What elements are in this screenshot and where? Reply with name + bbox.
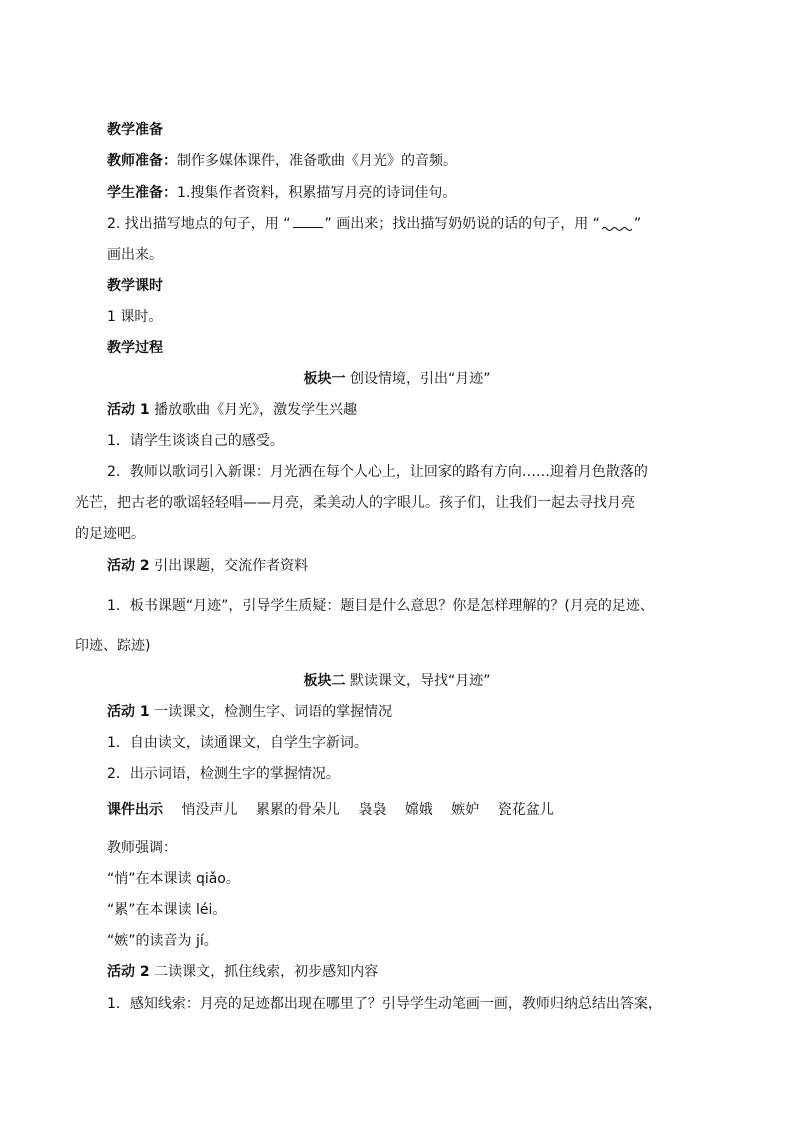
block1-a1-item1: 1．请学生谈谈自己的感受。 xyxy=(107,433,284,449)
hours-heading: 教学课时 xyxy=(107,278,163,294)
prep-heading: 教学准备 xyxy=(107,122,163,138)
prep-item2-line xyxy=(107,214,641,234)
block2-activity2-label: 活动 2 xyxy=(107,964,150,980)
word-item: 悄没声儿 xyxy=(181,802,238,818)
block2-activity2-text: 二读课文，抓住线索，初步感知内容 xyxy=(149,964,379,980)
teacher-prep-text: 制作多媒体课件，准备歌曲《月光》的音频。 xyxy=(177,153,457,169)
block1-title-rest: 创设情境，引出“月迹” xyxy=(345,371,491,387)
block2-activity1 xyxy=(107,702,392,722)
block1-activity2 xyxy=(107,556,308,576)
word-item: 累累的骨朵儿 xyxy=(255,802,340,818)
block1-activity2-text: 引出课题，交流作者资料 xyxy=(149,558,309,574)
teacher-prep-label: 教师准备： xyxy=(107,153,177,169)
block2-a1-item1: 1．自由读文，读通课文，自学生字新词。 xyxy=(107,735,368,751)
straight-underline-mark xyxy=(293,215,323,228)
block2-title-bold: 板块二 xyxy=(303,673,346,689)
block1-activity1 xyxy=(107,400,357,420)
courseware-label: 课件出示 xyxy=(107,802,163,818)
block1-title-bold: 板块一 xyxy=(303,371,346,387)
block2-a1-item2: 2．出示词语，检测生字的掌握情况。 xyxy=(107,766,340,782)
block1-a1-item2-line1: 2．教师以歌词引入新课：月光洒在每个人心上，让回家的路有方向……迎着月色散落的 xyxy=(107,464,648,480)
block2-activity1-text: 一读课文，检测生字、词语的掌握情况 xyxy=(149,704,393,720)
word-item: 嫦娥 xyxy=(404,802,433,818)
word-item: 嫉妒 xyxy=(451,802,480,818)
prep-item2-part-a: 2. 找出描写地点的句子，用 “ xyxy=(107,216,291,232)
block1-activity1-label: 活动 1 xyxy=(107,402,150,418)
block2-a2-item1: 1．感知线索：月亮的足迹都出现在哪里了？引导学生动笔画一画，教师归纳总结出答案， xyxy=(107,996,662,1012)
note-ji: “嫉”的读音为 jí。 xyxy=(107,933,218,949)
note-qiao: “悄”在本课读 qiǎo。 xyxy=(107,871,240,887)
block1-activity1-text: 播放歌曲《月光》，激发学生兴趣 xyxy=(149,402,358,418)
block1-activity2-label: 活动 2 xyxy=(107,558,150,574)
block1-a2-item1-line1: 1．板书课题“月迹”，引导学生质疑：题目是什么意思？你是怎样理解的？(月亮的足迹、 xyxy=(107,598,654,614)
word-item: 瓷花盆儿 xyxy=(497,802,554,818)
block1-a2-item1-line2: 印迹、踪迹) xyxy=(75,638,151,654)
block2-title-rest: 默读课文，导找“月迹” xyxy=(345,673,491,689)
emphasis-label: 教师强调： xyxy=(107,840,177,856)
block2-title xyxy=(0,671,794,691)
teacher-prep-line xyxy=(107,151,457,171)
courseware-words-line xyxy=(107,800,568,820)
word-item: 袅袅 xyxy=(358,802,387,818)
prep-item2-part-c: ” xyxy=(633,216,642,232)
student-prep-text: 1.搜集作者资料，积累描写月亮的诗词佳句。 xyxy=(177,185,457,201)
block2-activity2 xyxy=(107,962,378,982)
block2-activity1-label: 活动 1 xyxy=(107,704,150,720)
block1-a1-item2-line3: 的足迹吧。 xyxy=(75,526,145,542)
hours-value: 1 课时。 xyxy=(107,309,163,325)
student-prep-label: 学生准备： xyxy=(107,185,177,201)
block1-a1-item2-line2: 光芒，把古老的歌谣轻轻唱——月亮，柔美动人的字眼儿。孩子们，让我们一起去寻找月亮 xyxy=(75,495,635,511)
student-prep-line xyxy=(107,183,456,203)
note-lei: “累”在本课读 léi。 xyxy=(107,902,227,918)
prep-item2-cont: 画出来。 xyxy=(107,247,163,263)
wavy-underline-mark xyxy=(602,216,632,228)
block1-title xyxy=(0,369,794,389)
process-heading: 教学过程 xyxy=(107,340,163,356)
prep-item2-part-b: ” 画出来；找出描写奶奶说的话的句子，用 “ xyxy=(324,216,600,232)
